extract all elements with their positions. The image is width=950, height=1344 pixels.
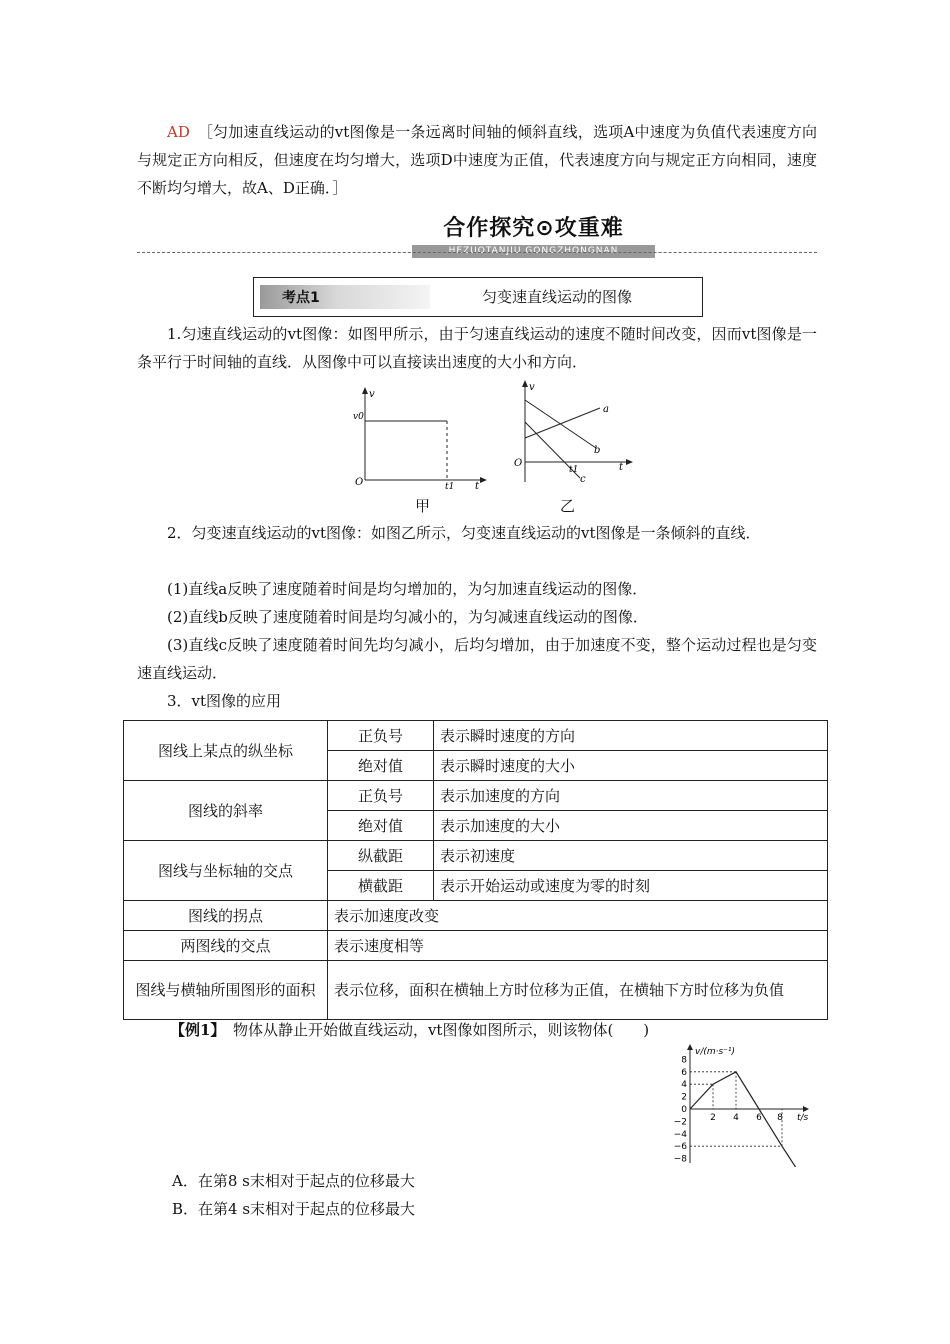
y-tick-label: −6: [673, 1142, 687, 1153]
jia-v-label: v: [369, 389, 375, 400]
paragraph-3: 3．vt图像的应用: [167, 692, 282, 710]
graph-y-ticks: [674, 1055, 688, 1164]
table-cell: 表示加速度的方向: [434, 781, 828, 811]
y-tick-label: −4: [673, 1129, 687, 1140]
paragraph-2-1: (1)直线a反映了速度随着时间是均匀增加的，为匀加速直线运动的图像．: [167, 580, 648, 598]
table-cell: 图线的拐点: [124, 901, 328, 931]
option-a[interactable]: A．在第8 s末相对于起点的位移最大: [172, 1172, 415, 1190]
table-cell: 图线的斜率: [124, 781, 328, 841]
example-label: 【例1】: [170, 1021, 218, 1039]
banner-subtitle: HEZUOTANJIU GONGZHONGNAN: [412, 245, 655, 258]
jia-v0-label: v0: [353, 412, 364, 422]
jia-y-arrow: [362, 387, 368, 394]
table-cell: 表示加速度的大小: [434, 811, 828, 841]
x-tick-label: 4: [733, 1113, 739, 1123]
jia-x-arrow: [480, 477, 487, 483]
graph-x-ticks: [710, 1113, 783, 1123]
yi-v-label: v: [529, 382, 535, 393]
table-cell: 两图线的交点: [124, 931, 328, 961]
answer-tag: AD: [167, 123, 190, 141]
kaodian-tag: [260, 285, 430, 309]
section-banner: [412, 214, 655, 260]
yi-a-label: a: [603, 404, 609, 415]
figure-yi: [508, 378, 643, 488]
kaodian-title: 匀变速直线运动的图像: [482, 288, 633, 306]
y-tick-label: −8: [673, 1154, 687, 1165]
table-cell: 绝对值: [328, 811, 434, 841]
graph-y-arrow: [687, 1044, 693, 1050]
jia-origin-label: O: [355, 477, 364, 488]
table-row: [124, 931, 828, 961]
table-cell: 图线上某点的纵坐标: [124, 721, 328, 781]
graph-x-arrow: [803, 1106, 809, 1112]
example-text: 物体从静止开始做直线运动，vt图像如图所示，则该物体( ): [232, 1021, 650, 1039]
option-b[interactable]: B．在第4 s末相对于起点的位移最大: [172, 1200, 416, 1218]
table-cell: 表示位移，面积在横轴上方时位移为正值，在横轴下方时位移为负值: [328, 961, 828, 1020]
table-cell: 正负号: [328, 721, 434, 751]
kaodian-label: 考点1: [282, 290, 320, 306]
table-cell: 图线与横轴所围图形的面积: [124, 961, 328, 1020]
table-cell: 表示瞬时速度的方向: [434, 721, 828, 751]
yi-line-b: [525, 400, 596, 448]
table-cell: 表示开始运动或速度为零的时刻: [434, 871, 828, 901]
figure-jia: [345, 385, 495, 490]
table-cell: 表示初速度: [434, 841, 828, 871]
banner-title: 合作探究⊙攻重难: [443, 216, 624, 241]
jia-t1-label: t1: [445, 482, 455, 490]
table-cell: 纵截距: [328, 841, 434, 871]
table-cell: 正负号: [328, 781, 434, 811]
y-tick-label: −2: [673, 1117, 687, 1128]
kaodian-box: [253, 277, 703, 317]
y-tick-label: 0: [681, 1105, 687, 1115]
table-cell: 图线与坐标轴的交点: [124, 841, 328, 901]
table-row: [124, 901, 828, 931]
x-tick-label: 8: [777, 1113, 783, 1123]
answer-paragraph: [137, 118, 817, 202]
answer-text: ［匀加速直线运动的vt图像是一条远离时间轴的倾斜直线，选项A中速度为负值代表速度方向与规定正方向相反，但速度在均匀增大，选项D中速度为正值，代表速度方向与规定正方向相同，速度不断均匀增大，故A、D正确．］: [137, 123, 817, 197]
yi-t-label: t: [619, 462, 624, 473]
yi-t1-label: t1: [569, 465, 579, 475]
table-cell: 横截距: [328, 871, 434, 901]
graph-ylabel: v/(m·s⁻¹): [695, 1047, 736, 1057]
yi-y-arrow: [522, 380, 528, 387]
paragraph-2: 2．匀变速直线运动的vt图像：如图乙所示，匀变速直线运动的vt图像是一条倾斜的直线．: [167, 524, 761, 542]
vt-application-table: [123, 720, 828, 1020]
table-row: [124, 781, 828, 811]
paragraph-2-2: (2)直线b反映了速度随着时间是均匀减小的，为匀减速直线运动的图像．: [167, 608, 648, 626]
graph-xlabel: t/s: [797, 1113, 809, 1123]
x-tick-label: 6: [756, 1113, 762, 1123]
jia-t-label: t: [475, 481, 480, 490]
y-tick-label: 8: [681, 1055, 687, 1066]
y-tick-label: 4: [681, 1080, 687, 1091]
y-tick-label: 6: [681, 1067, 687, 1078]
yi-x-arrow: [626, 459, 633, 465]
table-cell: 表示加速度改变: [328, 901, 828, 931]
yi-origin-label: O: [514, 458, 523, 469]
paragraph-2-3: (3)直线c反映了速度随着时间先均匀减小，后均匀增加，由于加速度不变，整个运动过程也是匀变速直线运动．: [137, 636, 817, 682]
table-cell: 表示瞬时速度的大小: [434, 751, 828, 781]
figure-jia-caption: 甲: [415, 497, 431, 515]
paragraph-1: 1.匀速直线运动的vt图像：如图甲所示，由于匀速直线运动的速度不随时间改变，因而vt图像是一条平行于时间轴的直线．从图像中可以直接读出速度的大小和方向．: [137, 325, 817, 371]
table-cell: 表示速度相等: [328, 931, 828, 961]
vt-graph: [665, 1043, 825, 1167]
figure-yi-caption: 乙: [560, 497, 576, 515]
table-row: [124, 721, 828, 751]
example-line: [170, 1016, 810, 1044]
yi-c-label: c: [580, 474, 586, 485]
table-row: [124, 961, 828, 1020]
yi-b-label: b: [594, 445, 601, 456]
y-tick-label: 2: [681, 1092, 687, 1103]
section-divider: [137, 252, 817, 253]
x-tick-label: 2: [710, 1113, 716, 1123]
table-cell: 绝对值: [328, 751, 434, 781]
table-row: [124, 841, 828, 871]
